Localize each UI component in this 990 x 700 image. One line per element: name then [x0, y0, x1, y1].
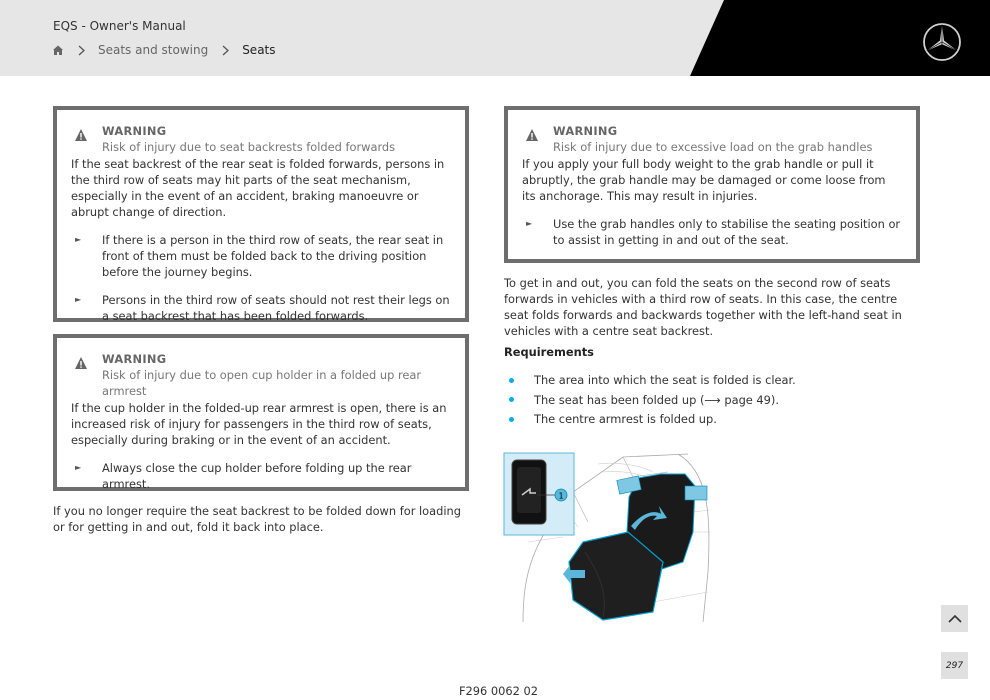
scroll-to-top-button[interactable]	[941, 605, 968, 632]
warning-body: If the seat backrest of the rear seat is folded forwards, persons in the third row of seats may hit parts of the seat mechanism, especially in the event of an accident, braking manoeuvre or abrupt change of direction.	[71, 157, 445, 219]
warning-item-text: Use the grab handles only to stabilise the seating position or to assist in getting in and out of the seat.	[553, 217, 901, 247]
list-item	[504, 372, 796, 388]
bullet-dot-icon	[504, 397, 534, 402]
home-icon[interactable]	[52, 44, 64, 56]
figure-caption: F296 0062 02	[459, 684, 539, 698]
mercedes-star-logo-icon	[922, 22, 962, 62]
warning-box-seat-backrests	[53, 106, 469, 322]
page-number-badge: 297	[941, 652, 968, 679]
warning-body: If you apply your full body weight to the grab handle or pull it abruptly, the grab handle may be damaged or come loose from its anchorage. This may result in injuries.	[522, 157, 886, 203]
seat-folding-illustration	[503, 452, 713, 622]
list-item	[71, 232, 451, 280]
triangle-bullet-icon: ►	[75, 463, 82, 472]
warning-item-text: Always close the cup holder before folding up the rear armrest.	[102, 461, 412, 491]
requirement-text: The area into which the seat is folded is clear.	[534, 373, 796, 387]
breadcrumb-parent-link[interactable]: Seats and stowing	[98, 43, 209, 57]
right-paragraph: To get in and out, you can fold the seats on the second row of seats forwards in vehicles with a third row of seats. In this case, the centre seat folds forwards and backwards together with the left-hand seat in vehicles with a centre seat backrest.	[504, 276, 902, 338]
warning-triangle-icon	[525, 128, 539, 142]
triangle-bullet-icon: ►	[526, 219, 533, 228]
warning-item-text: If there is a person in the third row of seats, the rear seat in front of them must be folded back to the driving position before the journey begins.	[102, 233, 444, 279]
chevron-up-icon	[948, 614, 962, 623]
warning-subtitle: Risk of injury due to excessive load on the grab handles	[553, 140, 873, 154]
left-paragraph: If you no longer require the seat backrest to be folded down for loading or for getting in and out, fold it back into place.	[53, 504, 461, 534]
warning-subtitle: Risk of injury due to seat backrests folded forwards	[102, 140, 396, 154]
bullet-dot-icon	[504, 417, 534, 422]
warning-label: WARNING	[553, 124, 618, 138]
requirement-text[interactable]: The seat has been folded up (⟶ page 49).	[534, 392, 779, 407]
list-item	[71, 292, 451, 324]
warning-triangle-icon	[74, 128, 88, 142]
warning-body: If the cup holder in the folded-up rear armrest is open, there is an increased risk of injury for passengers in the third row of seats, especially during braking or in the event of an accident.	[71, 401, 447, 447]
bullet-dot-icon	[504, 378, 534, 383]
breadcrumb	[52, 42, 276, 58]
requirements-list	[504, 372, 796, 431]
list-item	[522, 216, 902, 248]
requirements-title: Requirements	[504, 345, 594, 359]
triangle-bullet-icon: ►	[75, 235, 82, 244]
list-item	[504, 411, 796, 427]
figure-callout-number: 1	[558, 491, 564, 501]
page-header	[0, 0, 990, 76]
list-item	[71, 460, 451, 492]
warning-label: WARNING	[102, 352, 167, 366]
breadcrumb-current: Seats	[242, 43, 276, 57]
warning-box-cup-holder	[53, 334, 469, 491]
chevron-right-icon	[214, 44, 236, 56]
warning-subtitle: Risk of injury due to open cup holder in a folded up rear armrest	[102, 368, 422, 398]
chevron-right-icon	[70, 44, 92, 56]
list-item	[504, 392, 796, 408]
triangle-bullet-icon: ►	[75, 295, 82, 304]
warning-label: WARNING	[102, 124, 167, 138]
requirement-text: The centre armrest is folded up.	[534, 412, 717, 426]
warning-item-text: Persons in the third row of seats should not rest their legs on a seat backrest that has been folded forwards.	[102, 293, 450, 323]
manual-title: EQS - Owner's Manual	[53, 19, 186, 33]
warning-triangle-icon	[74, 356, 88, 370]
warning-box-grab-handles	[504, 106, 920, 263]
